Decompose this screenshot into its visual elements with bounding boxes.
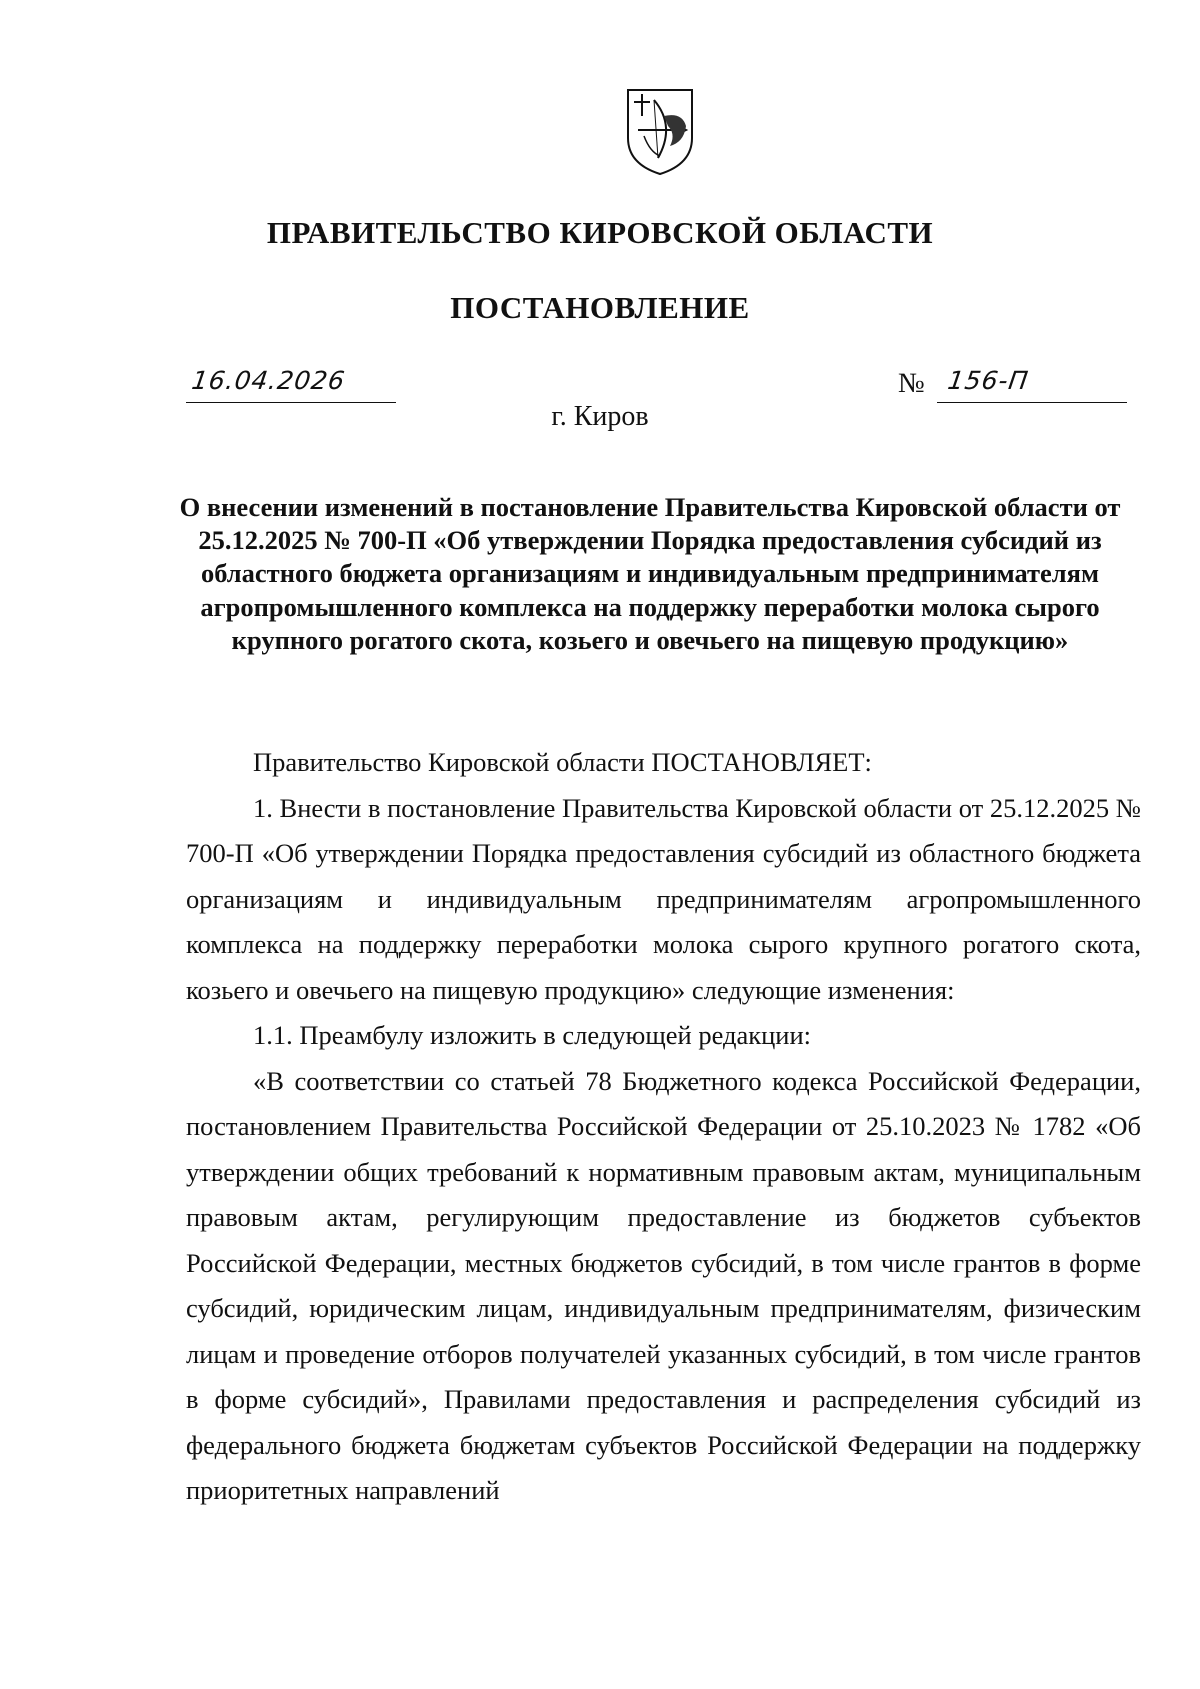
government-title: ПРАВИТЕЛЬСТВО КИРОВСКОЙ ОБЛАСТИ xyxy=(266,215,934,250)
item-1-paragraph: 1. Внести в постановление Правительства Кировской области от 25.12.2025 № 700-П «Об утверждении Порядка предоставления субсидий из областного бюджета организациям и индивидуальным предпринимателям агропромышленного комплекса на поддержку переработки молока сырого крупного рогатого скота, козьего и овечьего на пищевую продукцию» следующие изменения: xyxy=(186,792,1141,1005)
document-date: 16.04.2026 xyxy=(189,366,348,395)
kirov-coat-of-arms-icon xyxy=(624,86,696,176)
city: г. Киров xyxy=(551,401,649,432)
preamble-quote-paragraph: «В соответствии со статьей 78 Бюджетного кодекса Российской Федерации, постановлением Правительства Российской Федерации от 25.10.2023 № 1782 «Об утверждении общих требований к нормативным правовым актам, муниципальным правовым актам, регулирующим предоставление из бюджетов субъектов Российской Федерации, местных бюджетов субсидий, в том числе грантов в форме субсидий, юридическим лицам, индивидуальным предпринимателям, физическим лицам и проведение отборов получателей указанных субсидий, в том числе грантов в форме субсидий», Правилами предоставления и распределения субсидий из федерального бюджета бюджетам субъектов Российской Федерации на поддержку приоритетных направлений xyxy=(186,1065,1141,1505)
item-1-1-paragraph: 1.1. Преамбулу изложить в следующей редакции: xyxy=(253,1020,812,1050)
document-body xyxy=(186,740,1141,1514)
document-number: 156-П xyxy=(945,366,1031,395)
document-type: ПОСТАНОВЛЕНИЕ xyxy=(450,290,750,325)
document-heading: О внесении изменений в постановление Правительства Кировской области от 25.12.2025 № 700-П «Об утверждении Порядка предоставления субсидий из областного бюджета организациям и индивидуальным предпринимателям агропромышленного комплекса на поддержку переработки молока сырого крупного рогатого скота, козьего и овечьего на пищевую продукцию» xyxy=(179,492,1121,655)
intro-paragraph: Правительство Кировской области ПОСТАНОВЛЯЕТ: xyxy=(253,747,872,777)
number-sign: № xyxy=(898,368,925,399)
